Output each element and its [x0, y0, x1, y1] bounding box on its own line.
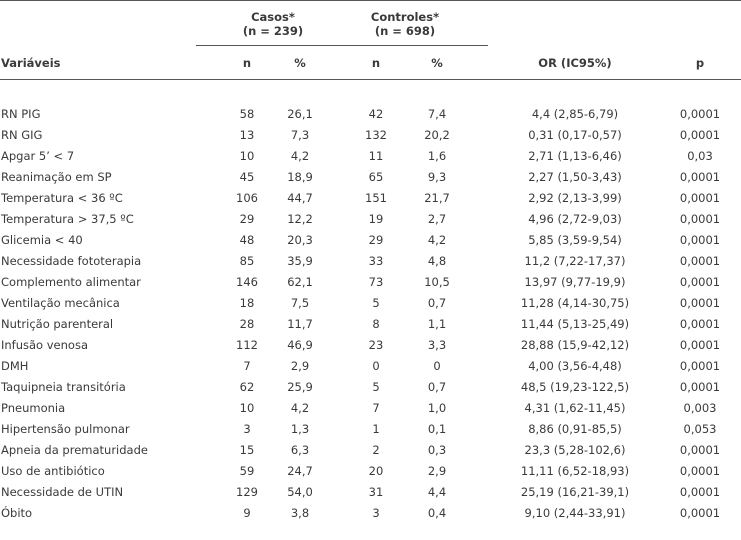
- col-pct-controles: %: [431, 56, 443, 70]
- cell-pct-casos: 12,2: [287, 212, 313, 226]
- header-bottom-rule: [0, 79, 741, 80]
- cell-n-casos: 112: [236, 338, 258, 352]
- cell-p: 0,0001: [679, 485, 721, 499]
- cell-n-controles: 31: [368, 485, 384, 499]
- cell-pct-casos: 25,9: [287, 380, 313, 394]
- cell-pct-controles: 3,3: [427, 338, 447, 352]
- cell-pct-controles: 1,0: [427, 401, 447, 415]
- cell-n-casos: 10: [239, 401, 255, 415]
- cell-or: 13,97 (9,77-19,9): [524, 275, 626, 289]
- cell-n-controles: 0: [372, 359, 380, 373]
- cell-p: 0,0001: [679, 212, 721, 226]
- cell-n-casos: 85: [239, 254, 255, 268]
- cell-p: 0,0001: [679, 275, 721, 289]
- cell-pct-casos: 20,3: [287, 233, 313, 247]
- cell-pct-casos: 62,1: [287, 275, 313, 289]
- cell-pct-casos: 26,1: [287, 107, 313, 121]
- cell-or: 25,19 (16,21-39,1): [520, 485, 630, 499]
- cell-variavel: Nutrição parenteral: [1, 317, 114, 331]
- cell-n-controles: 73: [368, 275, 384, 289]
- cell-p: 0,0001: [679, 338, 721, 352]
- casos-title: Casos*: [251, 10, 295, 24]
- cell-pct-casos: 1,3: [290, 422, 310, 436]
- cell-variavel: Complemento alimentar: [1, 275, 141, 289]
- controles-n: (n = 698): [374, 24, 436, 38]
- cell-p: 0,0001: [679, 128, 721, 142]
- cell-n-casos: 48: [239, 233, 255, 247]
- cell-n-casos: 146: [236, 275, 258, 289]
- cell-p: 0,0001: [679, 296, 721, 310]
- cell-p: 0,0001: [679, 464, 721, 478]
- group-rule: [196, 45, 488, 46]
- cell-p: 0,0001: [679, 107, 721, 121]
- cell-or: 11,28 (4,14-30,75): [520, 296, 630, 310]
- cell-pct-controles: 4,2: [427, 233, 447, 247]
- cell-or: 8,86 (0,91-85,5): [528, 422, 622, 436]
- cell-pct-casos: 6,3: [290, 443, 310, 457]
- cell-p: 0,0001: [679, 254, 721, 268]
- cell-p: 0,03: [687, 149, 713, 163]
- cell-pct-controles: 4,4: [427, 485, 447, 499]
- cell-variavel: Pneumonia: [1, 401, 66, 415]
- cell-p: 0,0001: [679, 317, 721, 331]
- cell-n-controles: 8: [372, 317, 380, 331]
- col-pct-casos: %: [294, 56, 306, 70]
- cell-pct-controles: 0,7: [427, 296, 447, 310]
- cell-pct-casos: 46,9: [287, 338, 313, 352]
- col-n-casos: n: [242, 56, 252, 70]
- cell-n-controles: 20: [368, 464, 384, 478]
- cell-variavel: Necessidade de UTIN: [1, 485, 124, 499]
- cell-variavel: Temperatura > 37,5 ºC: [1, 212, 134, 226]
- cell-p: 0,003: [683, 401, 717, 415]
- cell-or: 23,3 (5,28-102,6): [524, 443, 626, 457]
- cell-pct-casos: 18,9: [287, 170, 313, 184]
- cell-variavel: Reanimação em SP: [1, 170, 112, 184]
- casos-header: [213, 10, 333, 38]
- cell-or: 4,00 (3,56-4,48): [528, 359, 622, 373]
- cell-n-controles: 42: [368, 107, 384, 121]
- cell-n-controles: 29: [368, 233, 384, 247]
- cell-n-casos: 62: [239, 380, 255, 394]
- cell-n-controles: 5: [372, 296, 380, 310]
- cell-n-casos: 58: [239, 107, 255, 121]
- cell-variavel: Necessidade fototerapia: [1, 254, 142, 268]
- cell-variavel: Ventilação mecânica: [1, 296, 120, 310]
- cell-or: 4,31 (1,62-11,45): [524, 401, 626, 415]
- cell-pct-controles: 1,1: [427, 317, 447, 331]
- cell-p: 0,0001: [679, 191, 721, 205]
- cell-pct-controles: 0,3: [427, 443, 447, 457]
- cell-or: 2,27 (1,50-3,43): [528, 170, 622, 184]
- cell-n-controles: 1: [372, 422, 380, 436]
- cell-n-controles: 7: [372, 401, 380, 415]
- cell-variavel: Taquipneia transitória: [1, 380, 126, 394]
- cell-p: 0,0001: [679, 380, 721, 394]
- cell-pct-casos: 4,2: [290, 401, 310, 415]
- cell-or: 48,5 (19,23-122,5): [520, 380, 630, 394]
- cell-pct-controles: 10,5: [424, 275, 450, 289]
- cell-or: 11,11 (6,52-18,93): [520, 464, 630, 478]
- cell-pct-controles: 20,2: [424, 128, 450, 142]
- col-n-controles: n: [371, 56, 381, 70]
- cell-n-casos: 10: [239, 149, 255, 163]
- cell-n-casos: 29: [239, 212, 255, 226]
- cell-pct-controles: 1,6: [427, 149, 447, 163]
- cell-pct-casos: 44,7: [287, 191, 313, 205]
- cell-n-casos: 45: [239, 170, 255, 184]
- cell-p: 0,0001: [679, 506, 721, 520]
- cell-or: 11,2 (7,22-17,37): [524, 254, 626, 268]
- cell-pct-controles: 0,4: [427, 506, 447, 520]
- cell-n-casos: 18: [239, 296, 255, 310]
- cell-variavel: RN GIG: [1, 128, 43, 142]
- cell-pct-casos: 24,7: [287, 464, 313, 478]
- cell-pct-casos: 4,2: [290, 149, 310, 163]
- cell-n-casos: 9: [243, 506, 251, 520]
- cell-p: 0,0001: [679, 233, 721, 247]
- cell-n-controles: 23: [368, 338, 384, 352]
- col-variaveis: Variáveis: [1, 56, 61, 70]
- cell-n-casos: 129: [236, 485, 258, 499]
- cell-n-casos: 3: [243, 422, 251, 436]
- cell-pct-controles: 2,9: [427, 464, 447, 478]
- cell-n-casos: 59: [239, 464, 255, 478]
- cell-or: 28,88 (15,9-42,12): [520, 338, 630, 352]
- cell-or: 2,71 (1,13-6,46): [528, 149, 622, 163]
- cell-n-controles: 3: [372, 506, 380, 520]
- cell-pct-controles: 21,7: [424, 191, 450, 205]
- cell-variavel: RN PIG: [1, 107, 41, 121]
- cell-p: 0,0001: [679, 359, 721, 373]
- cell-variavel: Hipertensão pulmonar: [1, 422, 130, 436]
- cell-pct-casos: 54,0: [287, 485, 313, 499]
- cell-n-controles: 65: [368, 170, 384, 184]
- col-or: OR (IC95%): [538, 56, 612, 70]
- cell-pct-casos: 35,9: [287, 254, 313, 268]
- cell-n-controles: 11: [368, 149, 384, 163]
- cell-pct-casos: 3,8: [290, 506, 310, 520]
- cell-pct-controles: 2,7: [427, 212, 447, 226]
- cell-or: 11,44 (5,13-25,49): [520, 317, 630, 331]
- cell-pct-controles: 0,1: [427, 422, 447, 436]
- cell-variavel: Uso de antibiótico: [1, 464, 105, 478]
- cell-variavel: Apgar 5’ < 7: [1, 149, 75, 163]
- cell-variavel: Glicemia < 40: [1, 233, 83, 247]
- cell-pct-controles: 7,4: [427, 107, 447, 121]
- cell-variavel: Infusão venosa: [1, 338, 88, 352]
- cell-pct-controles: 0,7: [427, 380, 447, 394]
- cell-n-casos: 15: [239, 443, 255, 457]
- cell-p: 0,0001: [679, 443, 721, 457]
- cell-pct-casos: 7,5: [290, 296, 310, 310]
- cell-n-casos: 7: [243, 359, 251, 373]
- table-top-rule: [0, 0, 741, 1]
- controles-title: Controles*: [370, 10, 440, 24]
- cell-or: 0,31 (0,17-0,57): [528, 128, 622, 142]
- cell-pct-controles: 4,8: [427, 254, 447, 268]
- cell-or: 4,96 (2,72-9,03): [528, 212, 622, 226]
- cell-p: 0,0001: [679, 170, 721, 184]
- cell-n-casos: 28: [239, 317, 255, 331]
- cell-pct-casos: 11,7: [287, 317, 313, 331]
- cell-pct-controles: 9,3: [427, 170, 447, 184]
- cell-n-casos: 106: [236, 191, 258, 205]
- cell-or: 5,85 (3,59-9,54): [528, 233, 622, 247]
- cell-variavel: Óbito: [1, 506, 33, 520]
- cell-p: 0,053: [683, 422, 717, 436]
- cell-variavel: Apneia da prematuridade: [1, 443, 148, 457]
- cell-n-controles: 19: [368, 212, 384, 226]
- cell-or: 9,10 (2,44-33,91): [524, 506, 626, 520]
- cell-n-controles: 5: [372, 380, 380, 394]
- cell-or: 2,92 (2,13-3,99): [528, 191, 622, 205]
- cell-variavel: Temperatura < 36 ºC: [1, 191, 123, 205]
- cell-n-casos: 13: [239, 128, 255, 142]
- cell-or: 4,4 (2,85-6,79): [531, 107, 619, 121]
- casos-n: (n = 239): [242, 24, 304, 38]
- cell-n-controles: 2: [372, 443, 380, 457]
- cell-n-controles: 132: [365, 128, 387, 142]
- cell-n-controles: 151: [365, 191, 387, 205]
- col-p: p: [695, 56, 705, 70]
- cell-n-controles: 33: [368, 254, 384, 268]
- controles-header: [345, 10, 465, 38]
- cell-pct-controles: 0: [433, 359, 441, 373]
- cell-pct-casos: 2,9: [290, 359, 310, 373]
- cell-variavel: DMH: [1, 359, 29, 373]
- cell-pct-casos: 7,3: [290, 128, 310, 142]
